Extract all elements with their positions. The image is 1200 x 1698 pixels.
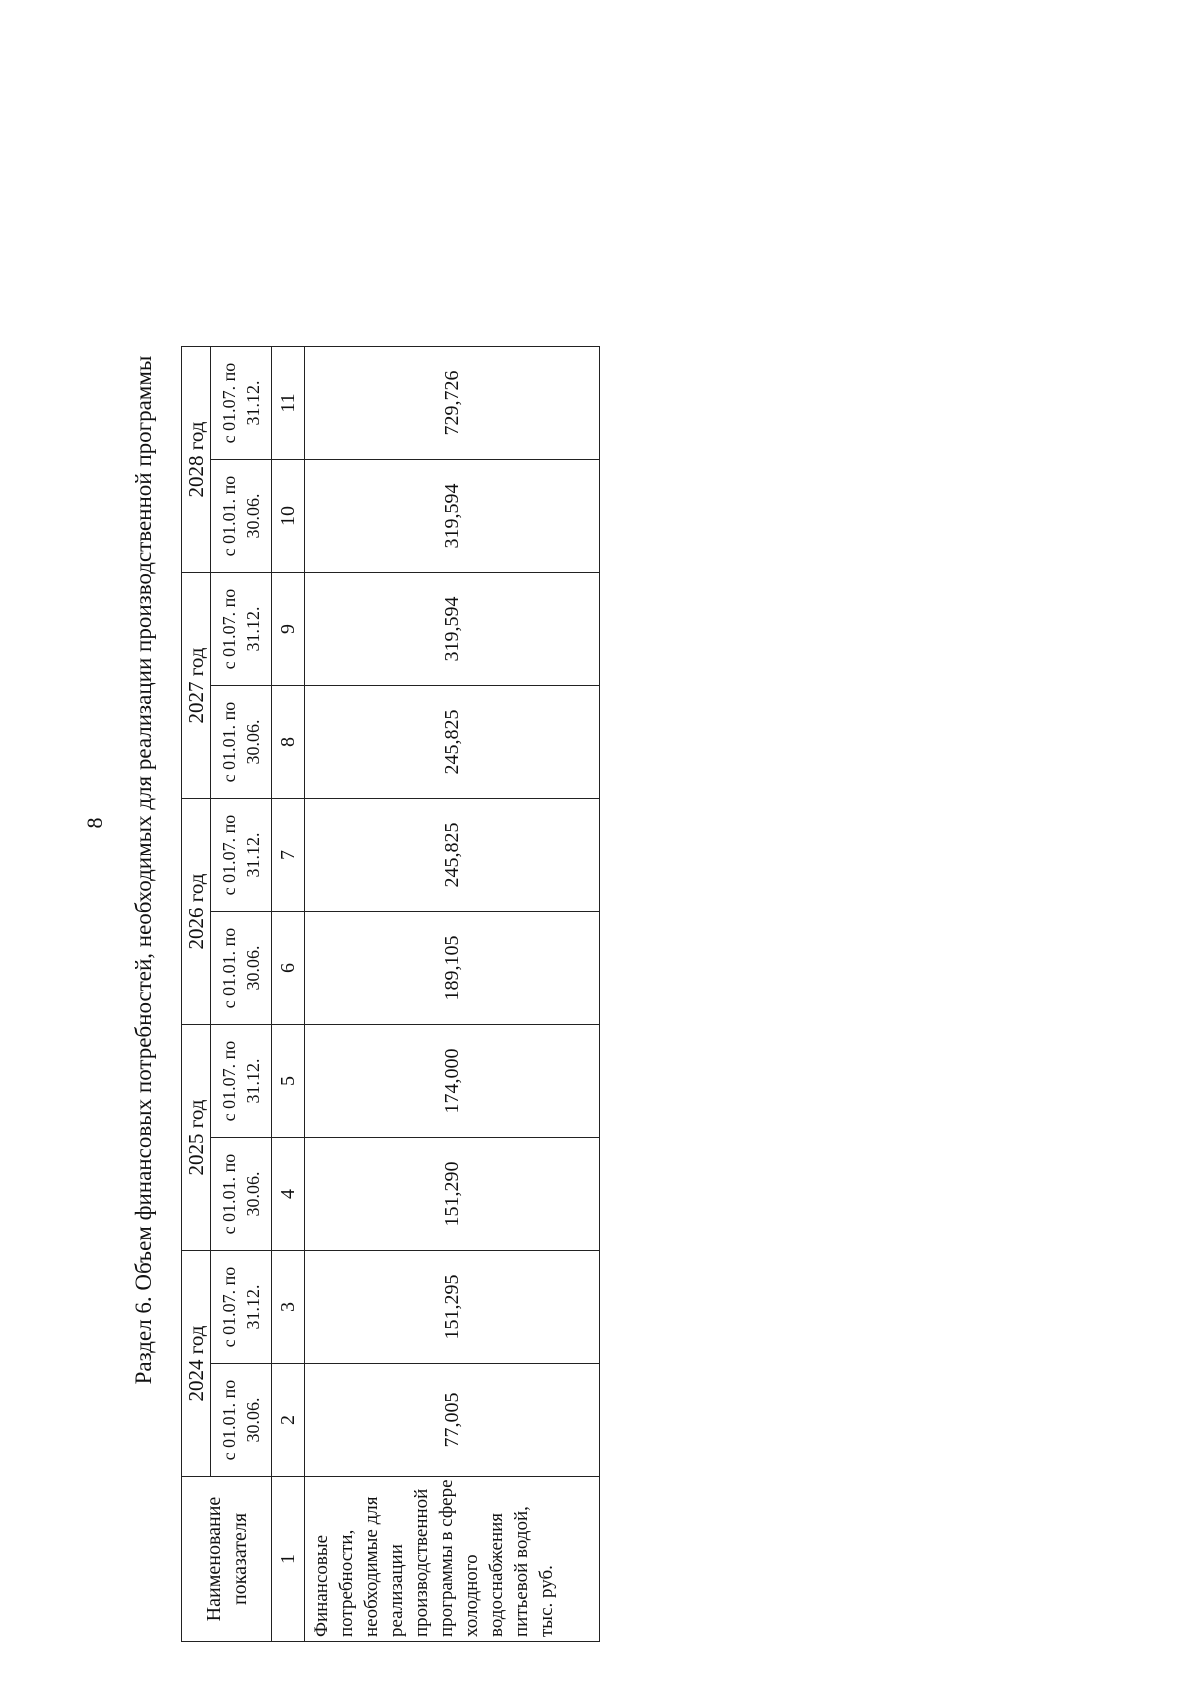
year-2025-header: 2025 год — [182, 1025, 211, 1251]
period-second-half: с 01.07. по 31.12. — [211, 1251, 272, 1364]
period-first-half: с 01.01. по 30.06. — [211, 1138, 272, 1251]
period-second-half: с 01.07. по 31.12. — [211, 347, 272, 460]
section-caption: Раздел 6. Объем финансовых потребностей, необходимых для реализации производственной программы — [131, 355, 156, 1385]
year-2027-header: 2027 год — [182, 573, 211, 799]
name-column-header: Наименование показателя — [182, 1477, 272, 1642]
year-2026-header: 2026 год — [182, 799, 211, 1025]
period-second-half: с 01.07. по 31.12. — [211, 1025, 272, 1138]
column-number: 5 — [272, 1025, 305, 1138]
period-first-half: с 01.01. по 30.06. — [211, 686, 272, 799]
table-row — [305, 347, 600, 1642]
page-number: 8 — [82, 817, 107, 829]
column-number: 2 — [272, 1364, 305, 1477]
period-second-half: с 01.07. по 31.12. — [211, 799, 272, 912]
value-cell: 174,000 — [305, 1025, 600, 1138]
value-cell: 151,295 — [305, 1251, 600, 1364]
value-cell: 319,594 — [305, 573, 600, 686]
column-number: 8 — [272, 686, 305, 799]
column-number-row — [272, 347, 305, 1642]
period-header-row — [211, 347, 272, 1642]
column-number: 6 — [272, 912, 305, 1025]
column-number: 9 — [272, 573, 305, 686]
column-number: 10 — [272, 460, 305, 573]
year-2024-header: 2024 год — [182, 1251, 211, 1477]
period-first-half: с 01.01. по 30.06. — [211, 460, 272, 573]
column-number: 7 — [272, 799, 305, 912]
value-cell: 151,290 — [305, 1138, 600, 1251]
value-cell: 319,594 — [305, 460, 600, 573]
financial-needs-table — [181, 346, 600, 1642]
period-second-half: с 01.07. по 31.12. — [211, 573, 272, 686]
period-first-half: с 01.01. по 30.06. — [211, 912, 272, 1025]
column-number: 1 — [272, 1477, 305, 1642]
year-2028-header: 2028 год — [182, 347, 211, 573]
value-cell: 245,825 — [305, 686, 600, 799]
value-cell: 189,105 — [305, 912, 600, 1025]
column-number: 11 — [272, 347, 305, 460]
column-number: 4 — [272, 1138, 305, 1251]
column-number: 3 — [272, 1251, 305, 1364]
value-cell: 729,726 — [305, 347, 600, 460]
value-cell: 77,005 — [305, 1364, 600, 1477]
period-first-half: с 01.01. по 30.06. — [211, 1364, 272, 1477]
year-header-row — [182, 347, 211, 1642]
rotated-page-content — [125, 90, 625, 1650]
indicator-name-cell: Финансовые потребности, необходимые для реализации производственной программы в сфере холодного водоснабжения питьевой водой, тыс. руб. — [305, 1477, 600, 1642]
value-cell: 245,825 — [305, 799, 600, 912]
